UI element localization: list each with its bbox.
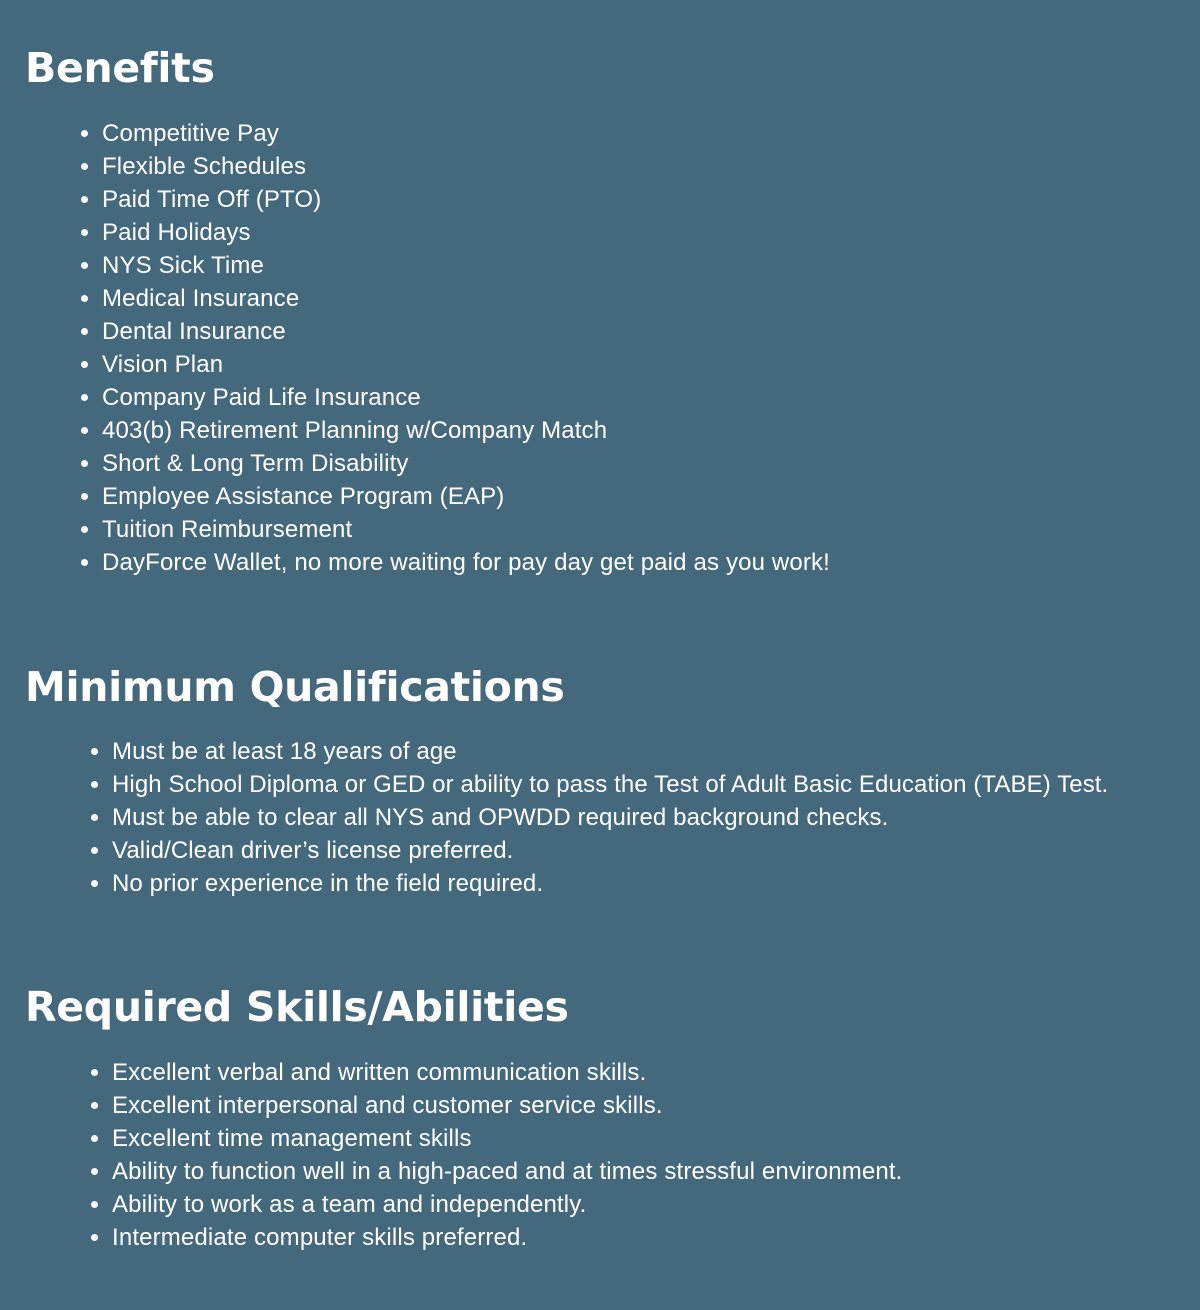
list-item: Tuition Reimbursement <box>102 513 1200 546</box>
required-skills-heading: Required Skills/Abilities <box>25 983 569 1031</box>
list-item: Ability to work as a team and independently. <box>112 1188 1200 1221</box>
list-item: Medical Insurance <box>102 282 1200 315</box>
benefits-heading: Benefits <box>25 44 215 92</box>
minimum-qualifications-list <box>25 735 1200 900</box>
benefits-section <box>25 43 1200 579</box>
list-item: High School Diploma or GED or ability to pass the Test of Adult Basic Education (TABE) Test. <box>112 768 1200 801</box>
minimum-qualifications-section <box>25 662 1200 900</box>
list-item: Excellent verbal and written communication skills. <box>112 1056 1200 1089</box>
list-item: Competitive Pay <box>102 117 1200 150</box>
benefits-list <box>25 117 1200 579</box>
list-item: NYS Sick Time <box>102 249 1200 282</box>
list-item: Company Paid Life Insurance <box>102 381 1200 414</box>
list-item: Employee Assistance Program (EAP) <box>102 480 1200 513</box>
list-item: Valid/Clean driver’s license preferred. <box>112 834 1200 867</box>
list-item: Vision Plan <box>102 348 1200 381</box>
list-item: Must be able to clear all NYS and OPWDD required background checks. <box>112 801 1200 834</box>
list-item: Flexible Schedules <box>102 150 1200 183</box>
list-item: Excellent interpersonal and customer service skills. <box>112 1089 1200 1122</box>
list-item: 403(b) Retirement Planning w/Company Match <box>102 414 1200 447</box>
list-item: Excellent time management skills <box>112 1122 1200 1155</box>
required-skills-section <box>25 982 1200 1254</box>
list-item: Dental Insurance <box>102 315 1200 348</box>
required-skills-list <box>25 1056 1200 1254</box>
list-item: Must be at least 18 years of age <box>112 735 1200 768</box>
list-item: Paid Holidays <box>102 216 1200 249</box>
list-item: Short & Long Term Disability <box>102 447 1200 480</box>
list-item: Intermediate computer skills preferred. <box>112 1221 1200 1254</box>
list-item: DayForce Wallet, no more waiting for pay day get paid as you work! <box>102 546 1200 579</box>
list-item: Paid Time Off (PTO) <box>102 183 1200 216</box>
list-item: Ability to function well in a high-paced and at times stressful environment. <box>112 1155 1200 1188</box>
minimum-qualifications-heading: Minimum Qualifications <box>25 663 565 711</box>
list-item: No prior experience in the field required. <box>112 867 1200 900</box>
